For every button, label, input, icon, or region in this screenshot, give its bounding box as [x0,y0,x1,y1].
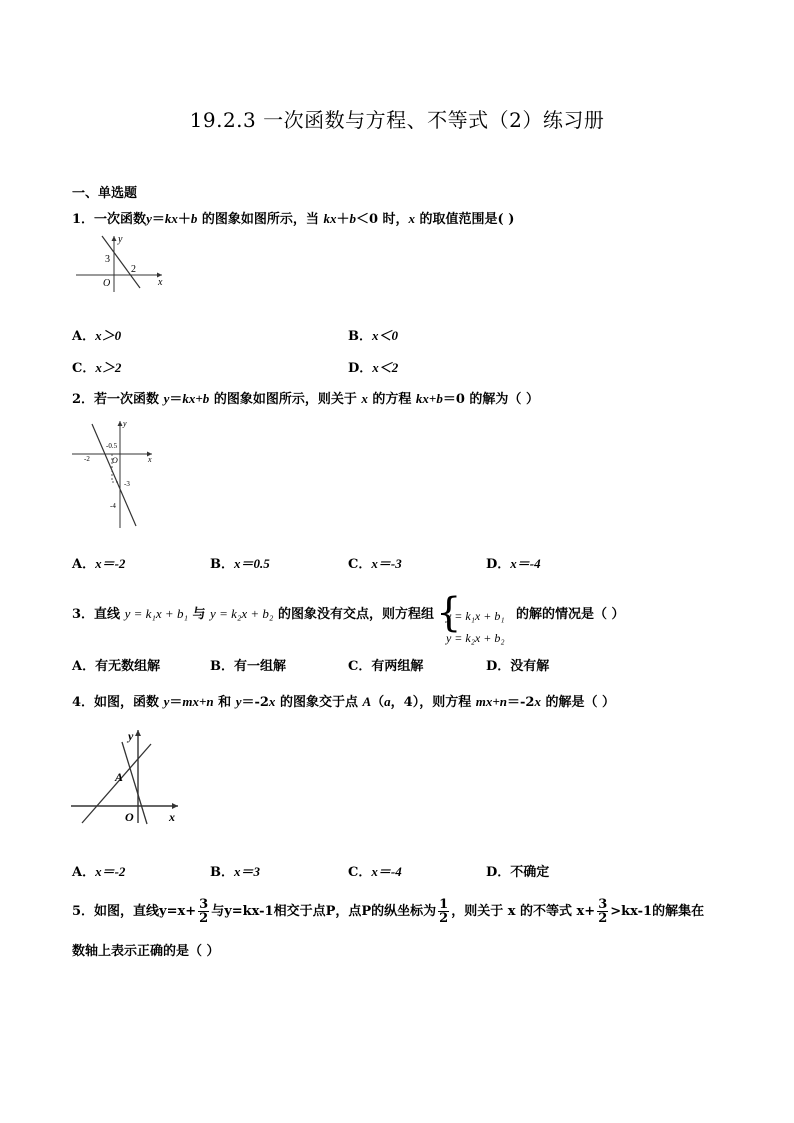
q2-y-arrow [118,421,123,426]
q1-graph [72,230,167,295]
q4-option-c[interactable]: C．x＝-4 [348,864,402,880]
q4-graph [68,726,183,826]
q5-fraction-2: $\frac{1}{2}$ [439,897,449,926]
q1-label-y: y [118,234,123,245]
q1-option-b[interactable]: B．x＜0 [348,328,399,344]
q1-label-3: 3 [105,254,110,265]
q3-option-d[interactable]: D．没有解 [486,659,550,674]
q2-option-c[interactable]: C．x＝-3 [348,556,402,572]
q3-line-1: y = k₁x + b₁ [124,606,188,621]
q4-option-a[interactable]: A．x＝-2 [72,864,126,880]
q5-fraction-3: $\frac{3}{2}$ [598,897,608,926]
q4-option-b[interactable]: B．x＝3 [210,864,261,880]
q2-option-d[interactable]: D．x＝-4 [486,556,541,572]
question-4: 4．如图，函数 y＝mx+n 和 y＝-2x 的图象交于点 A（a，4），则方程 mx+n＝-2x 的解是（ ） [72,694,616,710]
q2-option-b[interactable]: B．x＝0.5 [210,556,270,572]
q1-option-c[interactable]: C．x＞2 [72,360,122,376]
q2-label-y: y [123,419,127,428]
question-2: 2．若一次函数 y＝kx+b 的图象如图所示，则关于 x 的方程 kx+b＝0 的解为（ ） [72,391,539,407]
q3-option-c[interactable]: C．有两组解 [348,659,424,674]
q4-x-arrow [172,803,178,809]
q4-y-arrow [135,730,141,736]
q3-line-2: y = k₂x + b₂ [210,606,274,621]
q2-label-origin: O [112,456,118,465]
question-5-line-2: 数轴上表示正确的是（ ） [72,944,220,959]
q2-label-x: x [148,455,152,464]
section-heading: 一、单选题 [72,186,138,201]
q3-brace-icon: { [435,589,462,636]
q2-label-neg-2: -2 [84,455,90,463]
q4-option-d[interactable]: D．不确定 [486,865,550,880]
q4-label-point-a: A [115,770,124,784]
q4-label-origin: O [125,810,134,824]
page-title: 19.2.3 一次函数与方程、不等式（2）练习册 [189,108,605,132]
q1-label-x: x [158,277,163,288]
q2-label-neg-half: -0.5 [106,442,118,450]
q2-option-a[interactable]: A．x＝-2 [72,556,126,572]
q3-equation-system: { y = k₁x + b₁ y = k₂x + b₂ [435,589,505,645]
question-1: 1．一次函数y＝kx＋b 的图象如图所示，当 kx＋b＜0 时，x 的取值范围是( ) [72,211,515,227]
q2-graph [68,416,158,531]
q1-option-a[interactable]: A．x＞0 [72,328,122,344]
question-5: 5．如图，直线y=x+ $\frac{3}{2}$ 与y=kx-1相交于点P，点P的纵坐标为 $\frac{1}{2}$ ，则关于 x 的不等式 x+ $\frac{3}{2}$ >kx-1的解集在 [72,897,705,926]
question-3: 3．直线 y = k₁x + b₁ 与 y = k₂x + b₂ 的图象没有交点，则方程组 { y = k₁x + b₁ y = k₂x + b₂ 的解的情况是（ ） [72,589,625,645]
q4-label-y: y [128,729,134,743]
q1-label-origin: O [103,278,111,289]
q1-number: 1． [72,212,95,227]
q2-label-neg-3: -3 [124,480,130,488]
q2-function-line [92,424,136,526]
q1-label-2: 2 [131,264,136,275]
q5-fraction-1: $\frac{3}{2}$ [199,897,209,926]
q3-option-b[interactable]: B．有一组解 [210,659,287,674]
q3-option-a[interactable]: A．有无数组解 [72,659,161,674]
q4-label-x: x [169,810,175,824]
q1-option-d[interactable]: D．x＜2 [348,360,399,376]
q1-y-arrow [112,236,117,241]
q2-label-neg-4: -4 [110,502,116,510]
